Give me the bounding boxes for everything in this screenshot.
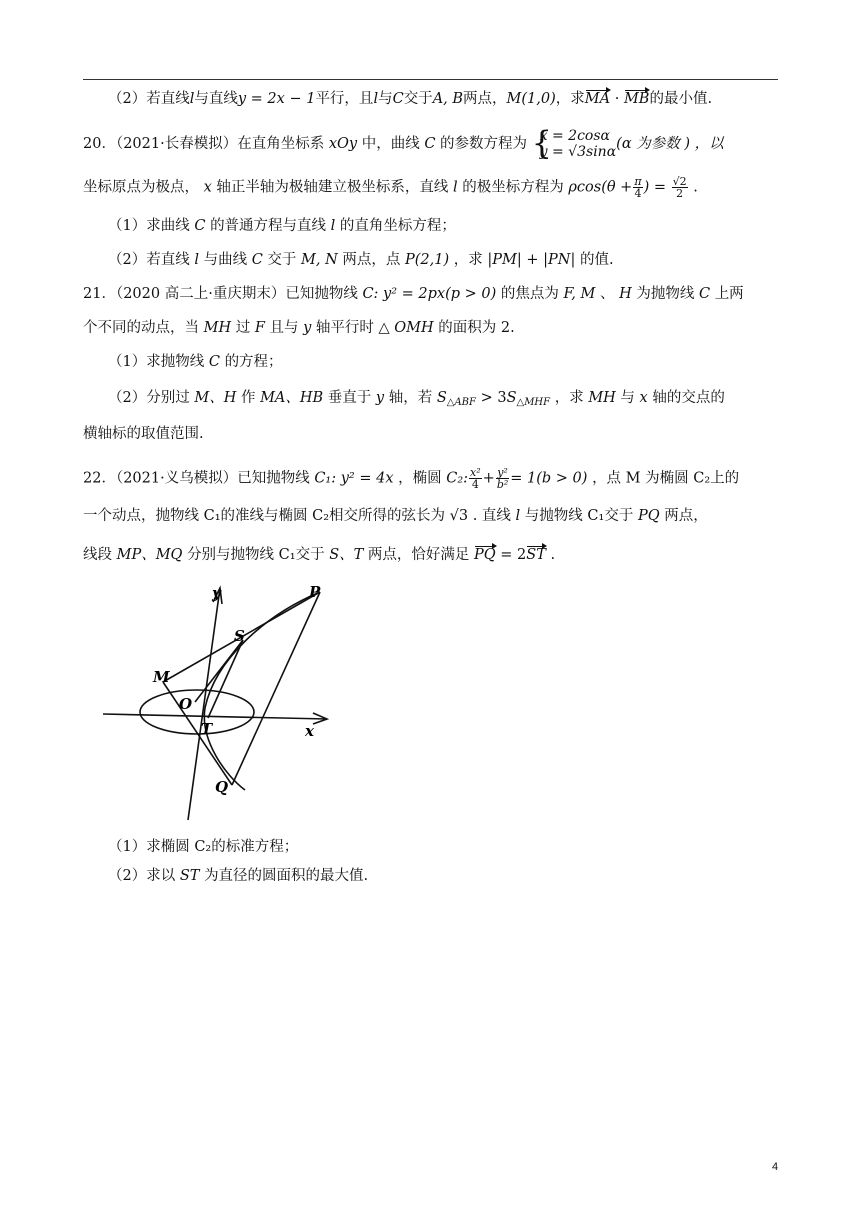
line-mq [163,682,232,785]
q22-part1: （1）求椭圆 C₂的标准方程； [108,839,299,855]
label-m: M [153,668,170,686]
q20-part1: （1）求曲线 C 的普通方程与直线 l 的直角坐标方程； [108,218,456,234]
header-rule [83,79,778,80]
page-number: 4 [772,1161,779,1173]
q21-part2: （2）分别过 M、H 作 MA、HB 垂直于 y 轴，若 $S_{\triangle ABF} > 3S_{\triangle MHF}$ ，求 MH 与 x 轴的交点的 [108,390,725,408]
q22-part2: （2）求以 ST 为直径的圆面积的最大值. [108,868,369,884]
label-y: y [212,584,221,602]
line-pq [232,592,320,785]
x-axis [103,714,327,719]
q22-line2: 一个动点，抛物线 C₁的准线与椭圆 C₂相交所得的弦长为 √3 . 直线 l 与抛物线 C₁交于 PQ 两点， [83,508,708,524]
label-p: P [309,583,321,601]
label-s: S [234,627,245,645]
q21-part1: （1）求抛物线 C 的方程； [108,354,283,370]
q21-part2-line2: 横轴标的取值范围. [83,426,204,442]
q22-line3: 线段 MP、MQ 分别与抛物线 C₁交于 S、T 两点，恰好满足 PQ = 2ST . [83,547,556,563]
param-system: { x = 2cosα y = √3sinα [531,124,617,162]
q20-part2: （2）若直线 l 与曲线 C 交于 M, N 两点，点 P(2,1) ，求 |PM| + |PN| 的值. [108,252,614,268]
label-x: x [305,722,314,740]
parabola-c1 [204,592,320,790]
label-q: Q [215,778,229,796]
q20-line2: 坐标原点为极点， x 轴正半轴为极轴建立极坐标系，直线 l 的极坐标方程为 ρcos(θ + $\frac{\pi}{4}$ ) = $\frac{√2}{2}$ . [83,175,698,200]
q22-figure [95,580,345,825]
ellipse-c2 [140,690,254,734]
q21-line1: 21．（2020 高二上·重庆期末）已知抛物线 C: y² = 2px(p > 0) 的焦点为 F, M 、 H 为抛物线 C 上两 [83,286,744,302]
q21-line2: 个不同的动点，当 MH 过 F 且与 y 轴平行时 △ OMH 的面积为 2. [83,320,515,336]
q22-line1: 22．（2021·义乌模拟）已知抛物线 C₁: y² = 4x ，椭圆 C₂: $\frac{\text{x²}}{4}$ + $\frac{\text{y²}}{\text{b²}}$ = 1(b > 0) ，点 M 为椭圆 C₂上的 [83,466,740,491]
q19-part2: （2）若直线l与直线y = 2x − 1平行，且l与C交于A, B两点，M(1,0)，求MA · MB的最小值. [108,91,713,107]
label-o: O [179,695,193,713]
q20-line1: 20．（2021·长春模拟）在直角坐标系 xOy 中，曲线 C 的参数方程为 { x = 2cosα y = √3sinα (α 为参数 ) ，以 [83,124,724,162]
label-t: T [201,720,213,738]
